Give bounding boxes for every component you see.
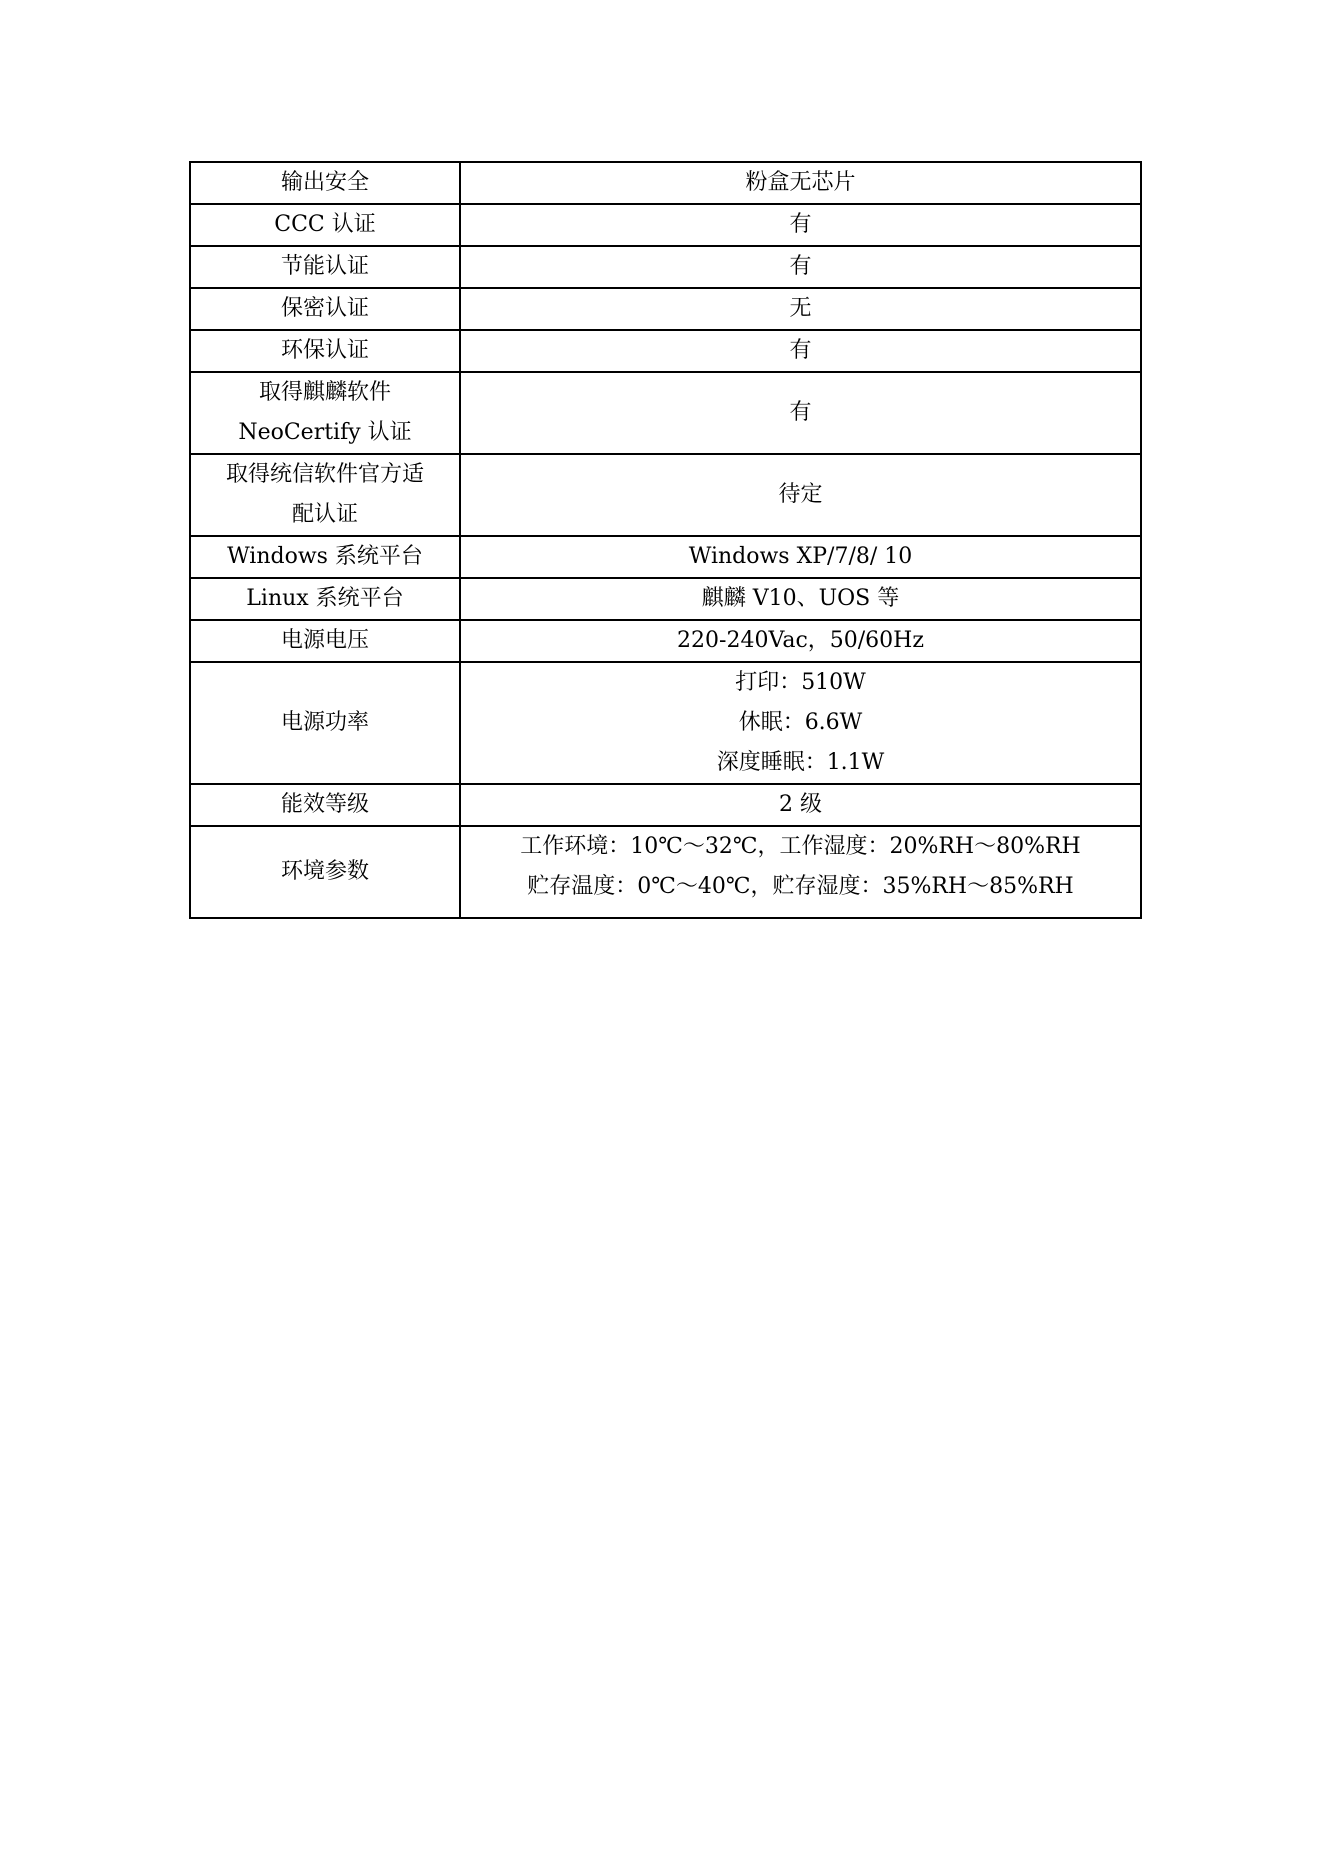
value-line: 麒麟 V10、UOS 等 <box>701 586 900 611</box>
value-line: 休眠：6.6W <box>738 710 863 735</box>
row-label <box>190 372 460 454</box>
row-value <box>460 204 1141 246</box>
value-line: 有 <box>789 212 812 237</box>
label-line: Linux 系统平台 <box>246 586 404 611</box>
label-line: 能效等级 <box>280 792 369 817</box>
table-row <box>190 288 1141 330</box>
label-line: Windows 系统平台 <box>227 544 423 569</box>
row-label <box>190 330 460 372</box>
value-line: 待定 <box>778 482 823 507</box>
row-value <box>460 578 1141 620</box>
row-value <box>460 162 1141 204</box>
table-row <box>190 372 1141 454</box>
value-line: 深度睡眠：1.1W <box>716 750 885 775</box>
label-line: 取得统信软件官方适 <box>225 462 424 487</box>
label-line: 配认证 <box>291 502 358 527</box>
value-line: 2 级 <box>779 792 822 817</box>
row-value <box>460 536 1141 578</box>
label-line: 取得麒麟软件 <box>258 380 391 405</box>
table-row <box>190 578 1141 620</box>
label-line: 保密认证 <box>280 296 369 321</box>
row-label <box>190 826 460 918</box>
table-row <box>190 620 1141 662</box>
label-line: 环境参数 <box>280 859 369 884</box>
row-label <box>190 662 460 784</box>
value-line: 粉盒无芯片 <box>745 170 856 195</box>
table-row <box>190 454 1141 536</box>
row-value <box>460 826 1141 918</box>
value-line: 有 <box>789 400 812 425</box>
label-line: 环保认证 <box>280 338 369 363</box>
row-value <box>460 662 1141 784</box>
table-row <box>190 784 1141 826</box>
row-value <box>460 372 1141 454</box>
row-label <box>190 784 460 826</box>
value-line: 有 <box>789 254 812 279</box>
row-label <box>190 204 460 246</box>
value-line: 有 <box>789 338 812 363</box>
row-value <box>460 246 1141 288</box>
row-label <box>190 288 460 330</box>
row-label <box>190 536 460 578</box>
value-line: 贮存温度：0℃～40℃，贮存湿度：35%RH～85%RH <box>527 874 1074 899</box>
label-line: 输出安全 <box>280 170 369 195</box>
label-line: 电源电压 <box>280 628 369 653</box>
row-label <box>190 246 460 288</box>
row-value <box>460 288 1141 330</box>
table-row <box>190 662 1141 784</box>
value-line: 220-240Vac，50/60Hz <box>677 628 924 653</box>
table-row <box>190 330 1141 372</box>
table-row <box>190 826 1141 918</box>
table-row <box>190 204 1141 246</box>
value-line: 打印：510W <box>735 670 866 695</box>
value-line: Windows XP/7/8/ 10 <box>688 544 913 569</box>
table-row <box>190 162 1141 204</box>
label-line: 电源功率 <box>280 710 369 735</box>
row-label <box>190 162 460 204</box>
row-value <box>460 620 1141 662</box>
table-row <box>190 246 1141 288</box>
label-line: CCC 认证 <box>274 212 376 237</box>
spec-table <box>189 161 1142 919</box>
row-value <box>460 454 1141 536</box>
row-label <box>190 578 460 620</box>
value-line: 工作环境：10℃～32℃，工作湿度：20%RH～80%RH <box>520 834 1081 859</box>
label-line: 节能认证 <box>280 254 369 279</box>
row-label <box>190 620 460 662</box>
table-row <box>190 536 1141 578</box>
row-label <box>190 454 460 536</box>
value-line: 无 <box>789 296 812 321</box>
label-line: NeoCertify 认证 <box>238 420 412 445</box>
row-value <box>460 330 1141 372</box>
row-value <box>460 784 1141 826</box>
